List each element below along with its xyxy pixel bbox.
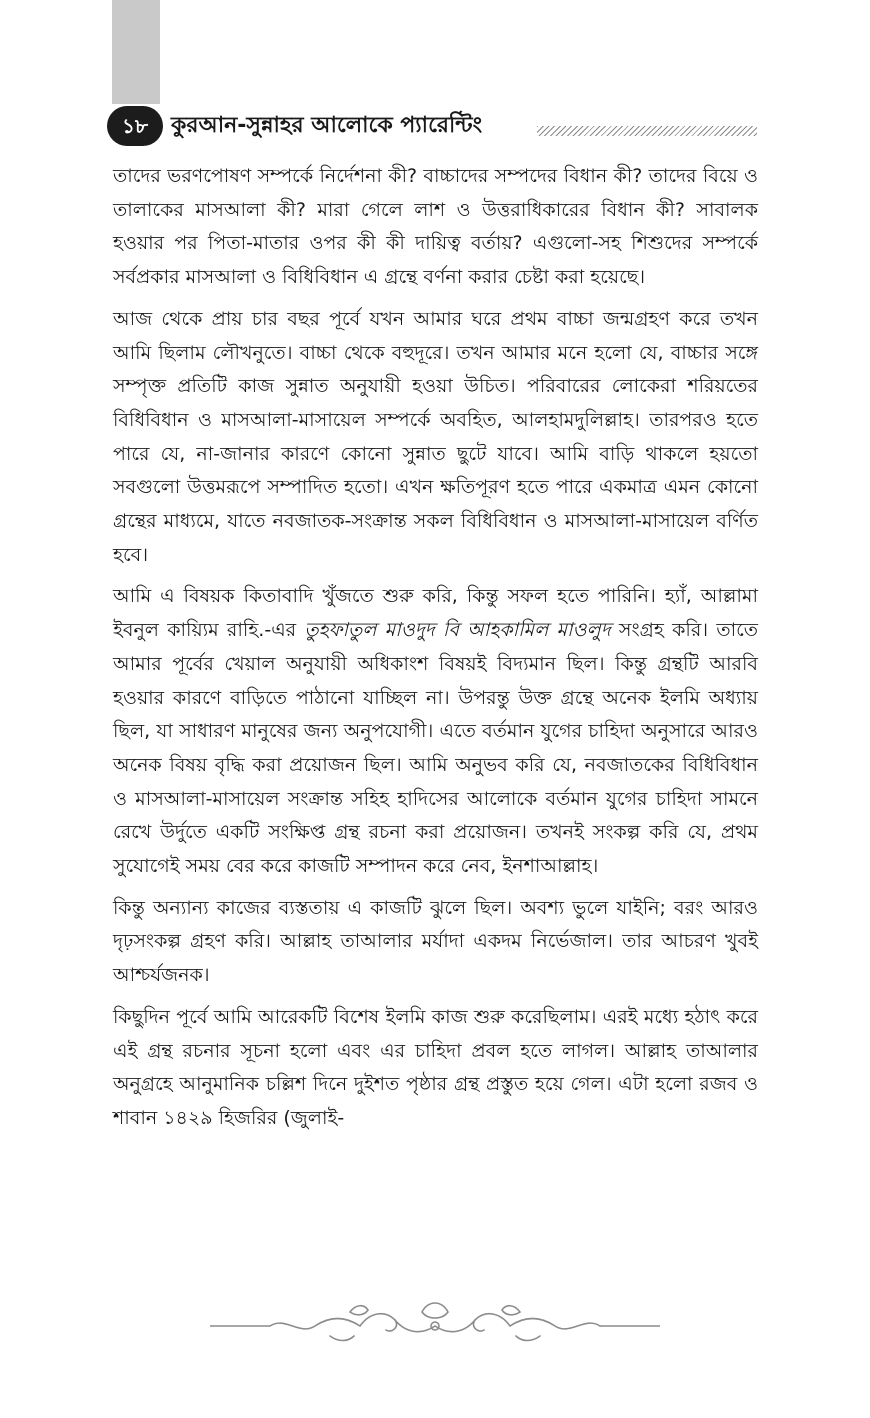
- page-side-tab: [112, 0, 160, 104]
- paragraph-5: কিছুদিন পূর্বে আমি আরেকটি বিশেষ ইলমি কাজ শুরু করেছিলাম। এরই মধ্যে হঠাৎ করে এই গ্রন্থ রচনার সূচনা হলো এবং এর চাহিদা প্রবল হতে লাগল। আল্লাহ তাআলার অনুগ্রহে আনুমানিক চল্লিশ দিনে দুইশত পৃষ্ঠার গ্রন্থ প্রস্তুত হয়ে গেল। এটা হলো রজব ও শাবান ১৪২৯ হিজরির (জুলাই-: [113, 1005, 758, 1129]
- paragraph-3-text-before: আমি এ বিষয়ক কিতাবাদি খুঁজতে শুরু করি, কিন্তু সফল হতে পারিনি। হ্যাঁ, আল্লামা ইবনুল কায়্যিম রাহি.-এর: [113, 585, 758, 642]
- floral-divider-icon: [210, 1292, 660, 1352]
- book-title-italic: তুহফাতুল মাওদুদ বি আহকামিল মাওলুদ: [304, 619, 611, 642]
- body-text: [113, 160, 758, 1144]
- header-hatch-rule: [537, 126, 757, 136]
- paragraph-1: তাদের ভরণপোষণ সম্পর্কে নির্দেশনা কী? বাচ্চাদের সম্পদের বিধান কী? তাদের বিয়ে ও তালাকের মাসআলা কী? মারা গেলে লাশ ও উত্তরাধিকারের বিধান কী? সাবালক হওয়ার পর পিতা-মাতার ওপর কী কী দায়িত্ব বর্তায়? এগুলো-সহ শিশুদের সম্পর্কে সর্বপ্রকার মাসআলা ও বিধিবিধান এ গ্রন্থে বর্ণনা করার চেষ্টা করা হয়েছে।: [113, 165, 758, 289]
- paragraph-3-text-after: সংগ্রহ করি। তাতে আমার পূর্বের খেয়াল অনুযায়ী অধিকাংশ বিষয়ই বিদ্যমান ছিল। কিন্তু গ্রন্থটি আরবি হওয়ার কারণে বাড়িতে পাঠানো যাচ্ছিল না। উপরন্তু উক্ত গ্রন্থে অনেক ইলমি অধ্যায় ছিল, যা সাধারণ মানুষের জন্য অনুপযোগী। এতে বর্তমান যুগের চাহিদা অনুসারে আরও অনেক বিষয় বৃদ্ধি করা প্রয়োজন ছিল। আমি অনুভব করি যে, নবজাতকের বিধিবিধান ও মাসআলা-মাসায়েল সংক্রান্ত সহিহ হাদিসের আলোকে বর্তমান যুগের চাহিদা সামনে রেখে উর্দুতে একটি সংক্ষিপ্ত গ্রন্থ রচনা করা প্রয়োজন। তখনই সংকল্প করি যে, প্রথম সুযোগেই সময় বের করে কাজটি সম্পাদন করে নেব, ইনশাআল্লাহ।: [113, 619, 758, 878]
- page-header: [107, 106, 757, 150]
- page-number-badge: ১৮: [107, 106, 163, 146]
- paragraph-3: [113, 580, 758, 883]
- running-title: কুরআন-সুন্নাহর আলোকে প্যারেন্টিং: [171, 113, 483, 138]
- paragraph-4: কিন্তু অন্যান্য কাজের ব্যস্ততায় এ কাজটি ঝুলে ছিল। অবশ্য ভুলে যাইনি; বরং আরও দৃঢ়সংকল্প গ্রহণ করি। আল্লাহ তাআলার মর্যাদা একদম নির্ভেজাল। তার আচরণ খুবই আশ্চর্যজনক।: [113, 896, 758, 987]
- paragraph-2: আজ থেকে প্রায় চার বছর পূর্বে যখন আমার ঘরে প্রথম বাচ্চা জন্মগ্রহণ করে তখন আমি ছিলাম লৌখনুতে। বাচ্চা থেকে বহুদূরে। তখন আমার মনে হলো যে, বাচ্চার সঙ্গে সম্পৃক্ত প্রতিটি কাজ সুন্নাত অনুযায়ী হওয়া উচিত। পরিবারের লোকেরা শরিয়তের বিধিবিধান ও মাসআলা-মাসায়েল সম্পর্কে অবহিত, আলহামদুলিল্লাহ। তারপরও হতে পারে যে, না-জানার কারণে কোনো সুন্নাত ছুটে যাবে। আমি বাড়ি থাকলে হয়তো সবগুলো উত্তমরূপে সম্পাদিত হতো। এখন ক্ষতিপূরণ হতে পারে একমাত্র এমন কোনো গ্রন্থের মাধ্যমে, যাতে নবজাতক-সংক্রান্ত সকল বিধিবিধান ও মাসআলা-মাসায়েল বর্ণিত হবে।: [113, 307, 758, 566]
